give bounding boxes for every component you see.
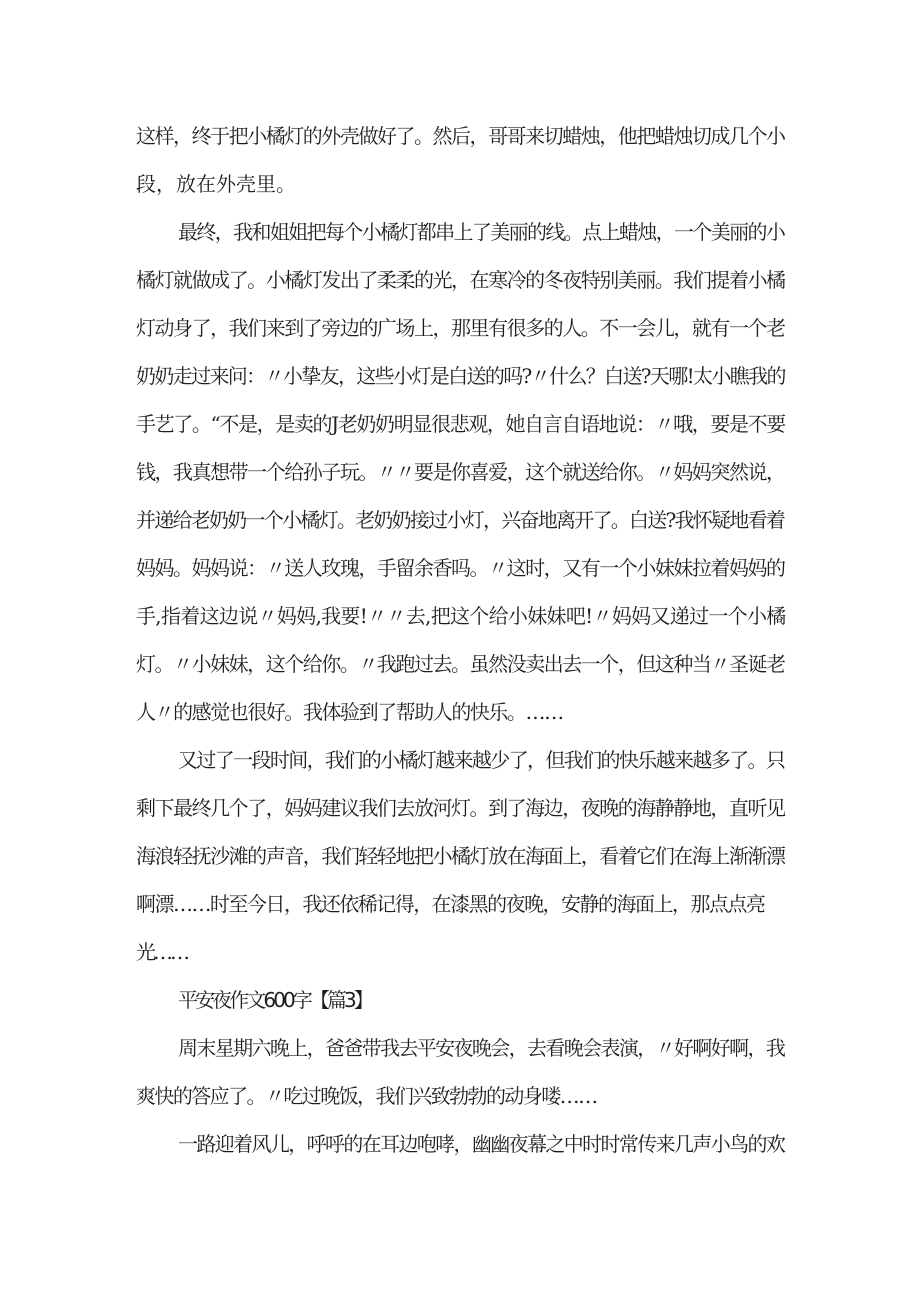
text-line: 灯。〃小妹妹，这个给你。〃我跑过去。虽然没卖出去一个，但这种当〃圣诞老 bbox=[136, 652, 785, 676]
text-line: 光…… bbox=[136, 940, 187, 964]
text-line: 手艺了。“不是，是卖的J老奶奶明显很悲观，她自言自语地说：〃哦，要是不要 bbox=[136, 412, 785, 436]
text-line: 这样，终于把小橘灯的外壳做好了。然后，哥哥来切蜡烛，他把蜡烛切成几个小 bbox=[136, 124, 785, 148]
section-heading: 平安夜作文600字【篇3】 bbox=[178, 988, 371, 1012]
text-line: 妈妈。妈妈说：〃送人玫瑰，手留余香吗。〃这时，又有一个小妹妹拉着妈妈的 bbox=[136, 556, 785, 580]
text-line: 钱，我真想带一个给孙子玩。〃〃要是你喜爱，这个就送给你。〃妈妈突然说， bbox=[136, 460, 785, 484]
text-line: 人〃的感觉也很好。我体验到了帮助人的快乐。…… bbox=[136, 700, 563, 724]
text-line: 灯动身了，我们来到了旁边的广场上，那里有很多的人。不一会儿，就有一个老 bbox=[136, 316, 785, 340]
text-line: 周末星期六晚上，爸爸带我去平安夜晚会，去看晚会表演，〃好啊好啊，我 bbox=[178, 1036, 785, 1060]
text-line: 爽快的答应了。〃吃过晚饭，我们兴致勃勃的动身喽…… bbox=[136, 1084, 597, 1108]
text-line: 又过了一段时间，我们的小橘灯越来越少了，但我们的快乐越来越多了。只 bbox=[178, 748, 785, 772]
text-line: 一路迎着风儿，呼呼的在耳边咆哮，幽幽夜幕之中时时常传来几声小鸟的欢 bbox=[178, 1132, 785, 1156]
text-line: 最终，我和姐姐把每个小橘灯都串上了美丽的线。点上蜡烛，一个美丽的小 bbox=[178, 220, 785, 244]
text-line: 剩下最终几个了，妈妈建议我们去放河灯。到了海边，夜晚的海静静地，直听见 bbox=[136, 796, 785, 820]
text-line: 奶奶走过来问：〃小挚友，这些小灯是白送的吗?〃什么？白送?天哪!太小瞧我的 bbox=[136, 364, 785, 388]
text-line: 橘灯就做成了。小橘灯发出了柔柔的光，在寒冷的冬夜特别美丽。我们提着小橘 bbox=[136, 268, 785, 292]
text-line: 啊漂……时至今日，我还依稀记得，在漆黑的夜晚，安静的海面上，那点点亮 bbox=[136, 892, 765, 916]
text-line: 手,指着这边说〃妈妈,我要!〃〃去,把这个给小妹妹吧!〃妈妈又递过一个小橘 bbox=[136, 604, 786, 628]
text-line: 段，放在外壳里。 bbox=[136, 172, 296, 196]
text-line: 并递给老奶奶一个小橘灯。老奶奶接过小灯，兴奋地离开了。白送?我怀疑地看着 bbox=[136, 508, 785, 532]
text-line: 海浪轻抚沙滩的声音，我们轻轻地把小橘灯放在海面上，看着它们在海上渐渐漂 bbox=[136, 844, 785, 868]
